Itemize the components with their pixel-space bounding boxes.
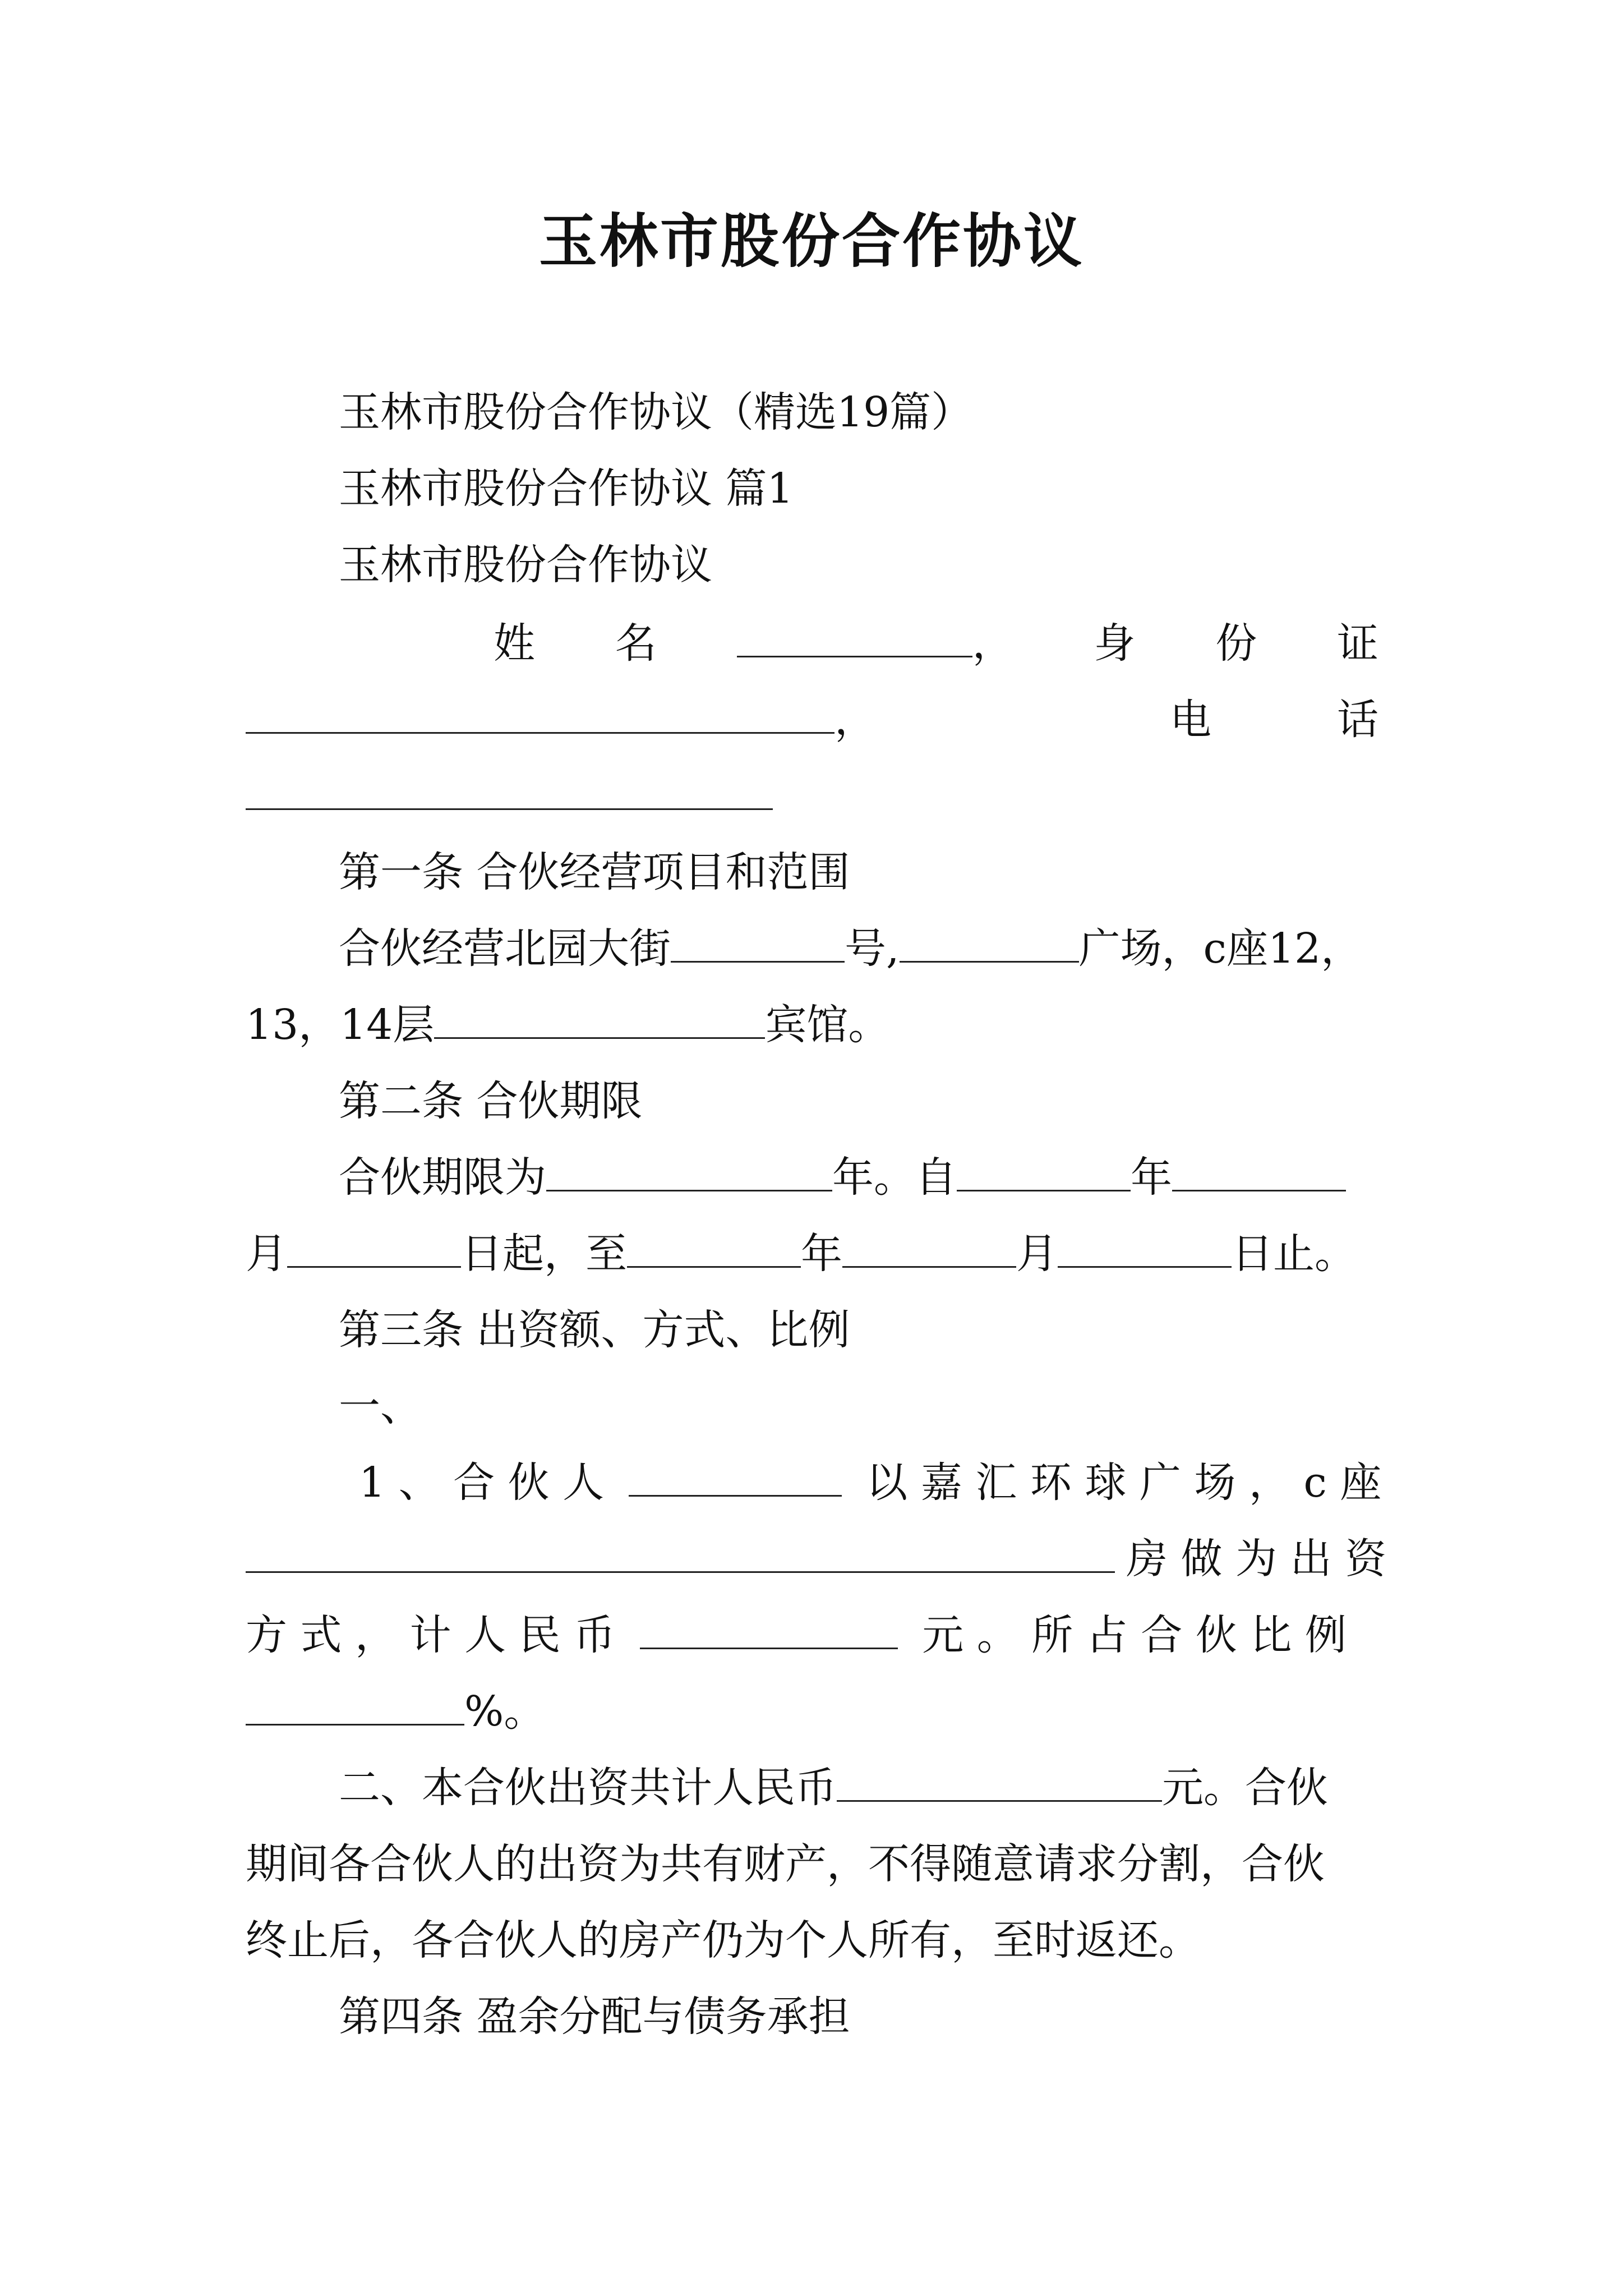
text-fragment: 元。合伙 — [1162, 1764, 1328, 1812]
text-fragment: 日起，至 — [461, 1230, 627, 1278]
name-label-char: 姓 — [494, 619, 535, 668]
name-blank — [737, 620, 972, 657]
start-month-blank — [1172, 1154, 1346, 1191]
party-info-line — [494, 613, 1378, 674]
id-phone-line — [246, 689, 1378, 751]
id-blank — [246, 696, 834, 734]
amount-rmb-blank — [640, 1612, 898, 1649]
clause-2-line-3: 终止后，各合伙人的房产仍为个人所有，至时返还。 — [246, 1916, 1200, 1964]
text-fragment: 月 — [246, 1230, 287, 1278]
text-fragment: 号, — [845, 924, 900, 973]
comma: ， — [972, 619, 1014, 668]
article-2-text — [339, 1147, 1378, 1208]
clause-1-line-2 — [246, 1528, 1387, 1590]
text-fragment: 年 — [1131, 1153, 1172, 1202]
ratio-blank — [246, 1688, 464, 1726]
text-fragment: 13，14层 — [246, 1001, 435, 1049]
text-fragment: 日止。 — [1232, 1230, 1356, 1278]
id-label-char: 份 — [1215, 619, 1257, 668]
partner-name-blank — [629, 1459, 842, 1497]
plaza-blank — [900, 925, 1079, 963]
section-one-label: 一、 — [339, 1382, 422, 1430]
article-2-heading: 第二条 合伙期限 — [339, 1077, 643, 1125]
term-years-blank — [546, 1154, 832, 1191]
text-fragment: 年。自 — [832, 1153, 957, 1202]
total-amount-blank — [837, 1764, 1162, 1802]
text-fragment: 以 嘉 汇 环 球 广 场 ， c 座 — [866, 1458, 1382, 1507]
name-label-char: 名 — [615, 619, 657, 668]
article-2-text-cont — [246, 1223, 1378, 1285]
clause-1-line-1 — [359, 1452, 1382, 1513]
text-fragment: 合伙经营北园大街 — [339, 924, 671, 973]
agreement-heading: 玉林市股份合作协议 — [339, 541, 712, 589]
text-fragment: 二、本合伙出资共计人民币 — [339, 1764, 837, 1812]
clause-2-line-2: 期间各合伙人的出资为共有财产，不得随意请求分割，合伙 — [246, 1840, 1325, 1888]
text-fragment: 月 — [1016, 1230, 1058, 1278]
phone-label-char: 话 — [1337, 696, 1378, 744]
hotel-blank — [434, 1001, 765, 1039]
chapter-heading: 玉林市股份合作协议 篇1 — [339, 464, 794, 513]
document-title: 玉林市股份合作协议 — [538, 206, 1084, 275]
end-month-blank — [842, 1230, 1016, 1268]
phone-blank-line — [246, 765, 1378, 827]
phone-blank — [246, 772, 773, 810]
text-fragment: %。 — [464, 1687, 546, 1736]
start-day-blank — [287, 1230, 461, 1268]
id-label-char: 证 — [1336, 619, 1378, 668]
id-label-char: 身 — [1094, 619, 1136, 668]
street-number-blank — [671, 925, 845, 963]
text-fragment: 元 。 所 占 合 伙 比 例 — [922, 1611, 1347, 1659]
article-4-heading: 第四条 盈余分配与债务承担 — [339, 1993, 850, 2041]
text-fragment: 合伙期限为 — [339, 1153, 546, 1202]
phone-label-char: 电 — [1170, 696, 1211, 744]
text-fragment: 宾馆。 — [765, 1001, 890, 1049]
room-blank — [246, 1535, 1115, 1573]
article-3-heading: 第三条 出资额、方式、比例 — [339, 1306, 850, 1354]
article-1-text — [339, 918, 1378, 979]
clause-2-line-1 — [339, 1757, 1378, 1819]
text-fragment: 年 — [801, 1230, 842, 1278]
end-day-blank — [1058, 1230, 1232, 1268]
article-1-heading: 第一条 合伙经营项目和范围 — [339, 848, 850, 896]
article-1-text-cont — [246, 994, 1378, 1056]
comma: ， — [834, 696, 876, 744]
end-year-blank — [627, 1230, 801, 1268]
start-year-blank — [957, 1154, 1131, 1191]
text-fragment: 方 式 ， 计 人 民 币 — [246, 1611, 616, 1659]
text-fragment: 广场，c座12， — [1078, 924, 1363, 973]
subtitle-line: 玉林市股份合作协议（精选19篇） — [339, 388, 973, 436]
text-fragment: 房 做 为 出 资 — [1126, 1535, 1387, 1583]
clause-1-line-4 — [246, 1681, 1378, 1742]
text-fragment: 1 、 合 伙 人 — [359, 1458, 605, 1507]
clause-1-line-3 — [246, 1604, 1378, 1666]
